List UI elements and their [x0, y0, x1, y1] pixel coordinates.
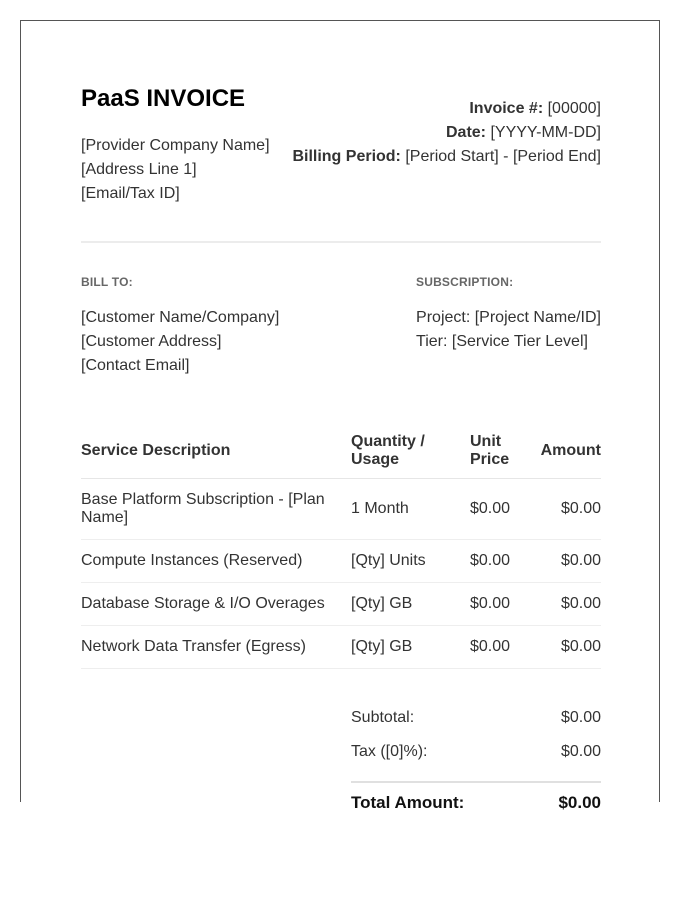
subscription-project: Project: [Project Name/ID]: [416, 309, 601, 326]
table-row: [81, 626, 601, 669]
header-unit-price: Unit Price: [470, 425, 530, 479]
bill-to-info: [81, 306, 279, 378]
invoice-date-value: [YYYY-MM-DD]: [490, 124, 601, 141]
total-amount-value: $0.00: [558, 793, 601, 812]
subscription-tier: Tier: [Service Tier Level]: [416, 333, 588, 350]
invoice-number-value: [00000]: [547, 100, 601, 117]
line-items-table: [81, 425, 601, 669]
table-row: [81, 479, 601, 540]
header-amount: Amount: [530, 425, 601, 479]
invoice-date-label: Date:: [446, 124, 487, 141]
invoice-meta: [292, 97, 601, 169]
table-header-row: [81, 425, 601, 479]
customer-address: [Customer Address]: [81, 333, 222, 350]
tax-row: [351, 735, 601, 769]
grand-total-row: [351, 793, 601, 815]
billing-period-value: [Period Start] - [Period End]: [405, 148, 601, 165]
row-unit-price: $0.00: [470, 583, 530, 626]
table-row: [81, 540, 601, 583]
invoice-sheet: [20, 20, 660, 812]
row-unit-price: $0.00: [470, 626, 530, 669]
billing-period-label: Billing Period:: [292, 148, 401, 165]
row-quantity: [Qty] Units: [351, 540, 470, 583]
bill-to-label: BILL TO:: [81, 275, 133, 289]
row-amount: $0.00: [530, 479, 601, 540]
row-quantity: [Qty] GB: [351, 626, 470, 669]
header-quantity-usage: Quantity / Usage: [351, 425, 470, 479]
tax-label: Tax ([0]%):: [351, 743, 428, 760]
provider-email-tax: [Email/Tax ID]: [81, 185, 180, 202]
row-unit-price: $0.00: [470, 479, 530, 540]
totals-block: [351, 701, 601, 769]
subtotal-row: [351, 701, 601, 735]
invoice-title: PaaS INVOICE: [81, 85, 246, 112]
row-unit-price: $0.00: [470, 540, 530, 583]
provider-name: [Provider Company Name]: [81, 137, 270, 154]
billing-period-row: [292, 145, 601, 169]
invoice-date-row: [292, 121, 601, 145]
customer-email: [Contact Email]: [81, 357, 190, 374]
total-divider: [351, 781, 601, 783]
row-description: Network Data Transfer (Egress): [81, 626, 351, 669]
header-divider: [81, 241, 601, 243]
row-description: Base Platform Subscription - [Plan Name]: [81, 479, 351, 540]
row-amount: $0.00: [530, 626, 601, 669]
provider-info: [81, 134, 270, 206]
provider-address: [Address Line 1]: [81, 161, 197, 178]
subscription-label: SUBSCRIPTION:: [416, 275, 514, 289]
row-description: Compute Instances (Reserved): [81, 540, 351, 583]
row-description: Database Storage & I/O Overages: [81, 583, 351, 626]
row-quantity: [Qty] GB: [351, 583, 470, 626]
subscription-info: [416, 306, 601, 354]
total-amount-label: Total Amount:: [351, 793, 465, 812]
subtotal-value: $0.00: [560, 709, 601, 726]
row-quantity: 1 Month: [351, 479, 470, 540]
customer-name: [Customer Name/Company]: [81, 309, 280, 326]
invoice-number-row: [292, 97, 601, 121]
header-service-description: Service Description: [81, 425, 351, 479]
tax-value: $0.00: [560, 743, 601, 760]
invoice-number-label: Invoice #:: [469, 100, 544, 117]
table-row: [81, 583, 601, 626]
row-amount: $0.00: [530, 583, 601, 626]
row-amount: $0.00: [530, 540, 601, 583]
subtotal-label: Subtotal:: [351, 709, 415, 726]
